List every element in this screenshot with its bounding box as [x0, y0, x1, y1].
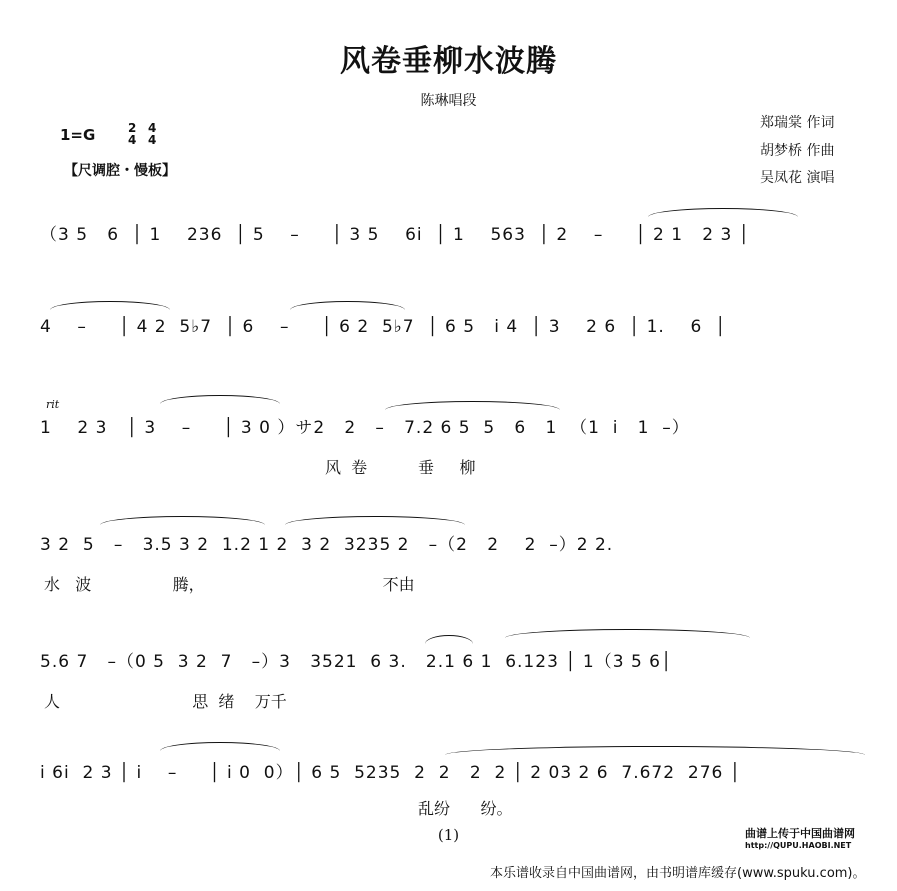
meter-a-top: 2 [128, 121, 137, 135]
score-row-2 [40, 317, 870, 377]
notation-line: 3 2 5 – 3.5 3 2 1.2 1 2 3 2 3235 2 –（2 2 2 –）2 2. [40, 535, 614, 555]
composer-credit: 胡梦桥 作曲 [760, 143, 835, 159]
page-number: (1) [437, 826, 460, 844]
slur-mark [290, 301, 405, 310]
meter-a-bottom: 4 [128, 133, 137, 147]
score-row-1 [40, 220, 870, 280]
score-row-5 [40, 647, 870, 711]
score-row-4 [40, 530, 870, 594]
lyricist-credit: 郑瑞棠 作词 [760, 115, 835, 131]
notation-line: i 6i 2 3 │ i – │ i 0 0）│ 6 5 5235 2 2 2 2 │ 2 03 2 6 7.672 276 │ [40, 763, 741, 783]
time-signature-b [148, 122, 156, 146]
slur-mark [100, 516, 265, 525]
subtitle: 陈琳唱段 [420, 93, 477, 109]
slur-mark [648, 208, 798, 217]
slur-mark [160, 742, 280, 751]
slur-mark [50, 301, 170, 310]
lyrics-line: 人 思 绪 万千 [44, 692, 287, 711]
slur-mark [160, 395, 280, 404]
tempo-mark [46, 393, 59, 412]
lyrics-line: 风 卷 垂 柳 [325, 458, 476, 477]
meter-b-top: 4 [148, 121, 157, 135]
slur-mark [385, 401, 560, 410]
slur-mark [425, 635, 473, 644]
score-row-3 [40, 413, 870, 477]
notation-line: （3 5 6 │ 1 236 │ 5 – │ 3 5 6i │ 1 563 │ 2 – │ 2 1 2 3 │ [40, 225, 750, 245]
page-title: 风卷垂柳水波腾 [340, 44, 557, 79]
slur-mark [285, 516, 465, 525]
time-signature-a [128, 122, 136, 146]
slur-mark [505, 629, 750, 638]
rit-mark: rit [46, 398, 60, 411]
notation-line: 1 2 3 │ 3 – │ 3 0 ）サ2 2 – 7.2 6 5 5 6 1 （1 i 1 –） [40, 418, 690, 438]
site-watermark [745, 828, 855, 852]
notation-line: 5.6 7 –（0 5 3 2 7 –）3 3521 6 3. 2.1 6 1 6.123 │ 1（3 5 6│ [40, 652, 673, 672]
score-row-6 [40, 758, 870, 818]
site-line-1: 曲谱上传于中国曲谱网 [745, 827, 855, 840]
notation-line: 4 – │ 4 2 5♭7 │ 6 – │ 6 2 5♭7 │ 6 5 i 4 │ 3 2 6 │ 1. 6 │ [40, 317, 727, 337]
style-tag: 【尺调腔・慢板】 [64, 163, 176, 179]
site-line-2: http://QUPU.HAOBI.NET [745, 841, 852, 850]
slur-mark [445, 746, 865, 755]
key-signature: 1=G [60, 126, 96, 144]
lyrics-line: 水 波 腾， 不由 [44, 575, 415, 594]
lyrics-line: 乱纷 纷。 [418, 799, 513, 818]
singer-credit: 吴凤花 演唱 [760, 170, 835, 186]
source-note: 本乐谱收录自中国曲谱网，由书明谱库缓存(www.spuku.com)。 [490, 866, 866, 881]
meter-b-bottom: 4 [148, 133, 157, 147]
